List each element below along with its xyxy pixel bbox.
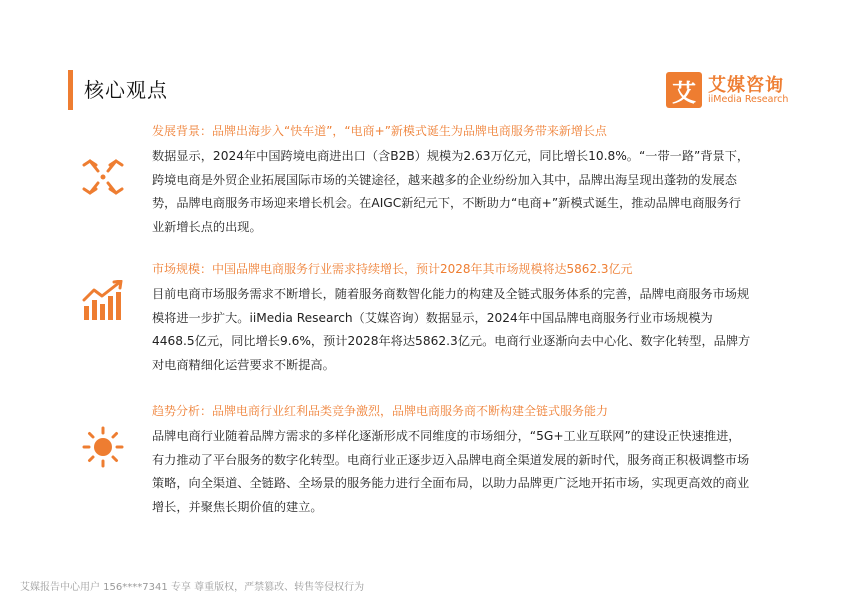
arrows-expand-icon	[80, 157, 126, 197]
section-body: 目前电商市场服务需求不断增长，随着服务商数智化能力的构建及全链式服务体系的完善，品牌电商服务市场规模将进一步扩大。iiMedia Research（艾媒咨询）数据显示，2024年中国品牌电商服务行业市场规模为4468.5亿元，同比增长9.6%，预计2028年将达5862.3亿元。电商行业逐渐向去中心化、数字化转型，品牌方对电商精细化运营要求不断提高。	[152, 287, 751, 372]
section-body: 数据显示，2024年中国跨境电商进出口（含B2B）规模为2.63万亿元，同比增长10.8%。“一带一路”背景下，跨境电商是外贸企业拓展国际市场的关键途径，越来越多的企业纷纷加入其中，品牌出海呈现出蓬勃的发展态势，品牌电商服务市场迎来增长机会。在AIGC新纪元下，不断助力“电商+”新模式诞生，推动品牌电商服务行业新增长点的出现。	[152, 149, 750, 234]
section-heading: 趋势分析：品牌电商行业红利品类竞争激烈，品牌电商服务商不断构建全链式服务能力	[152, 404, 609, 418]
section-body: 品牌电商行业随着品牌方需求的多样化逐渐形成不同维度的市场细分，“5G+工业互联网”的建设正快速推进，有力推动了平台服务的数字化转型。电商行业正逐步迈入品牌电商全渠道发展的新时代，服务商正积极调整市场策略，向全渠道、全链路、全场景的服务能力进行全面布局，以助力品牌更广泛地开拓市场，实现更高效的商业增长，并聚焦长期价值的建立。	[152, 429, 750, 514]
title-accent-bar	[68, 70, 73, 110]
logo-name-en: iiMedia Research	[708, 94, 789, 105]
logo-name-cn: 艾媒咨询	[708, 75, 784, 96]
logo-badge: 艾	[666, 72, 702, 108]
page-title: 核心观点	[84, 78, 168, 102]
section-heading: 发展背景：品牌出海步入“快车道”，“电商+”新模式诞生为品牌电商服务带来新增长点	[152, 124, 607, 138]
iimedia-logo	[666, 72, 796, 112]
bar-chart-growth-icon	[80, 280, 126, 322]
section-heading: 市场规模：中国品牌电商服务行业需求持续增长，预计2028年其市场规模将达5862.3亿元	[152, 262, 633, 276]
copyright-footer: 艾媒报告中心用户 156****7341 专享 尊重版权，严禁篡改、转售等侵权行为	[20, 582, 365, 593]
sun-icon	[82, 426, 124, 468]
